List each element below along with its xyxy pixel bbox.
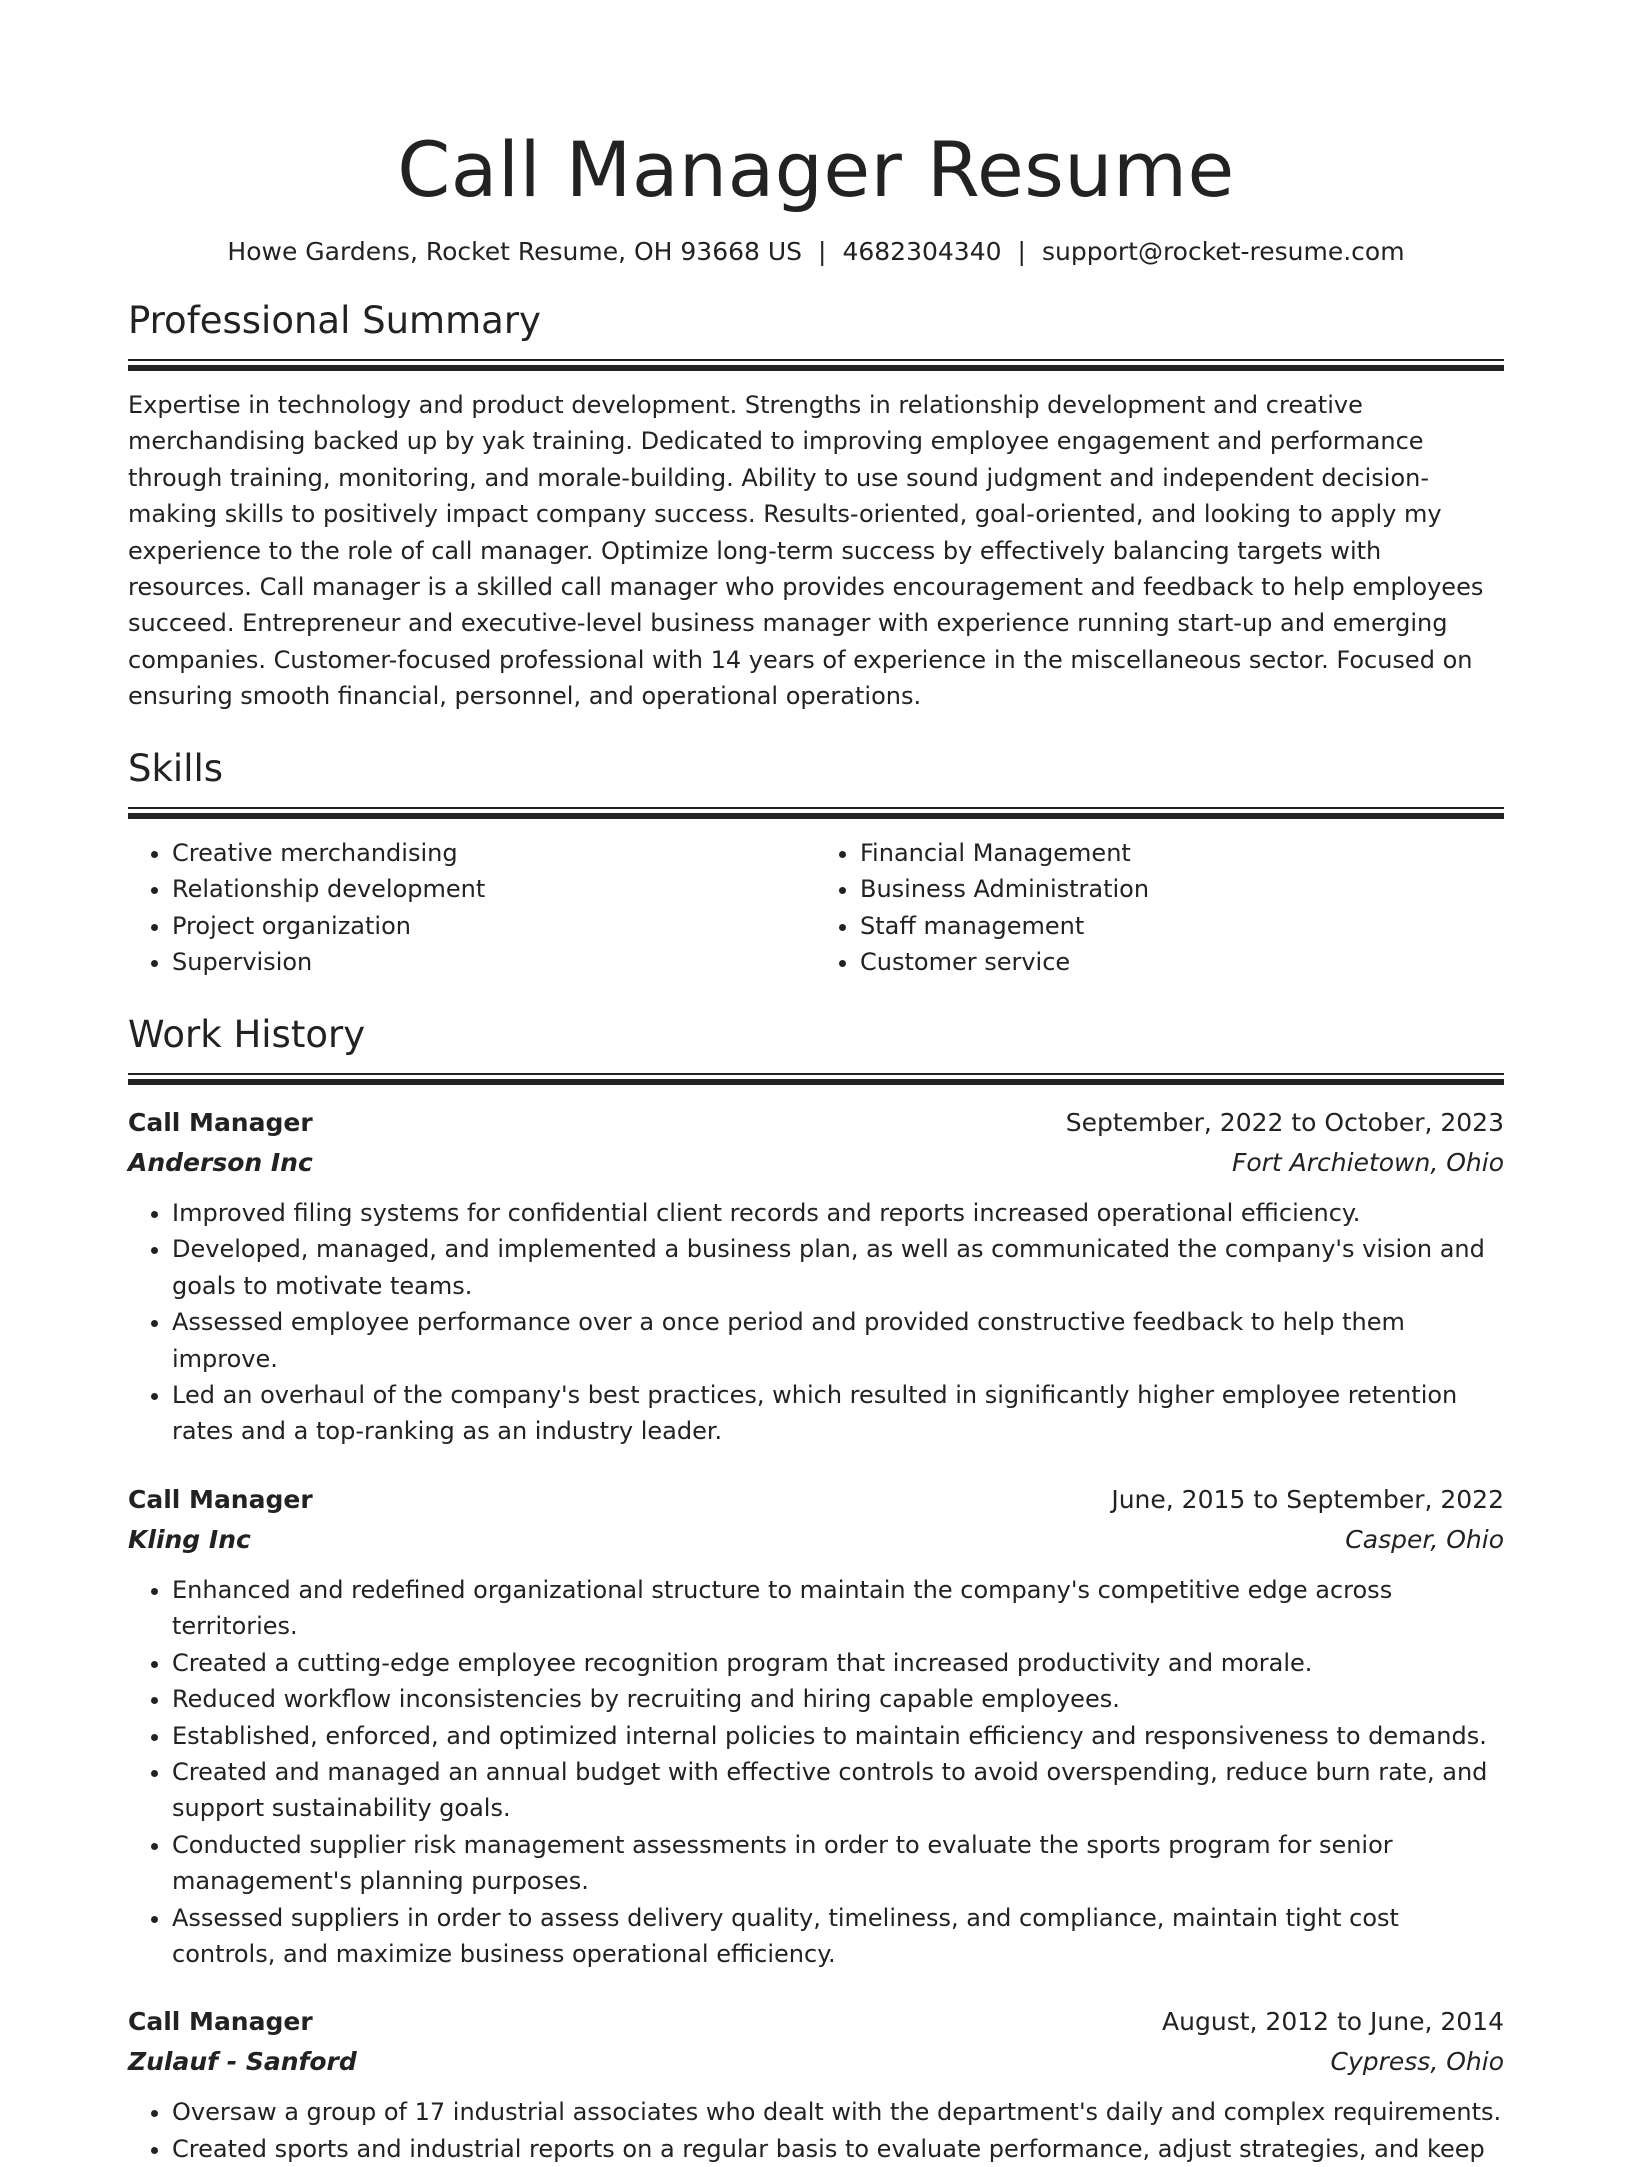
job-dates: June, 2015 to September, 2022 — [1111, 1484, 1504, 1514]
contact-email: support@rocket-resume.com — [1041, 237, 1405, 266]
skills-section — [128, 745, 1504, 981]
skill-item: • Financial Management — [860, 835, 1504, 872]
contact-line — [128, 234, 1504, 270]
job-bullet: • Assessed suppliers in order to assess delivery quality, timeliness, and compliance, maintain tight cost controls, and maximize business operational efficiency. — [172, 1900, 1504, 1973]
summary-section — [128, 297, 1504, 715]
section-title-skills: Skills — [128, 746, 224, 790]
job-subheader — [128, 2042, 1504, 2082]
job-header — [128, 1480, 1504, 1520]
job-bullet: • Developed, managed, and implemented a business plan, as well as communicated the company's vision and goals to motivate teams. — [172, 1231, 1504, 1304]
job-company: Anderson Inc — [128, 1148, 313, 1178]
section-divider — [128, 359, 1504, 371]
job-bullet: • Created a cutting-edge employee recognition program that increased productivity and morale. — [172, 1645, 1504, 1681]
contact-separator: | — [1017, 237, 1026, 266]
job-entry — [128, 1480, 1504, 1972]
job-bullets — [128, 1572, 1504, 1972]
summary-text: Expertise in technology and product development. Strengths in relationship development and creative merchandising backed up by yak training. Dedicated to improving employee engagement and performance through training, monitoring, and morale-building. Ability to use sound judgment and independent decision-making skills to positively impact company success. Results-oriented, goal-oriented, and looking to apply my experience to the role of call manager. Optimize long-term success by effectively balancing targets with resources. Call manager is a skilled call manager who provides encouragement and feedback to help employees succeed. Entrepreneur and executive-level business manager with experience running start-up and emerging companies. Customer-focused professional with 14 years of experience in the miscellaneous sector. Focused on ensuring smooth financial, personnel, and operational operations. — [128, 391, 1484, 711]
contact-phone: 4682304340 — [842, 237, 1002, 266]
job-title: Call Manager — [128, 2007, 313, 2037]
skills-list — [128, 835, 1504, 981]
job-header — [128, 1103, 1504, 1143]
skill-item: • Project organization — [172, 908, 816, 945]
job-bullet: • Created sports and industrial reports on a regular basis to evaluate performance, adjust strategies, and keep — [172, 2131, 1504, 2167]
job-company: Zulauf - Sanford — [128, 2047, 357, 2077]
job-title: Call Manager — [128, 1108, 313, 1138]
resume-page — [128, 0, 1504, 2167]
job-location: Casper, Ohio — [1345, 1524, 1504, 1554]
job-bullets — [128, 2094, 1504, 2167]
section-divider — [128, 807, 1504, 819]
skill-item: • Customer service — [860, 944, 1504, 981]
section-divider — [128, 1073, 1504, 1085]
job-location: Fort Archietown, Ohio — [1231, 1148, 1504, 1178]
skills-column-right — [816, 835, 1504, 981]
skill-item: • Staff management — [860, 908, 1504, 945]
job-bullet: • Enhanced and redefined organizational structure to maintain the company's competitive edge across territories. — [172, 1572, 1504, 1645]
job-company: Kling Inc — [128, 1524, 251, 1554]
skill-item: • Business Administration — [860, 871, 1504, 908]
skill-item: • Creative merchandising — [172, 835, 816, 872]
job-dates: September, 2022 to October, 2023 — [1065, 1108, 1504, 1138]
job-bullets — [128, 1195, 1504, 1450]
section-title-work-history: Work History — [128, 1013, 366, 1057]
job-bullet: • Conducted supplier risk management assessments in order to evaluate the sports program for senior management's planning purposes. — [172, 1827, 1504, 1900]
work-history-section — [128, 1011, 1504, 2167]
contact-separator: | — [818, 237, 827, 266]
job-bullet: • Established, enforced, and optimized internal policies to maintain efficiency and responsiveness to demands. — [172, 1718, 1504, 1754]
job-subheader — [128, 1143, 1504, 1183]
job-bullet: • Assessed employee performance over a once period and provided constructive feedback to help them improve. — [172, 1304, 1504, 1377]
skill-item: • Supervision — [172, 944, 816, 981]
resume-title: Call Manager Resume — [397, 125, 1235, 214]
job-header — [128, 2002, 1504, 2042]
job-entry — [128, 2002, 1504, 2167]
job-bullet: • Improved filing systems for confidential client records and reports increased operational efficiency. — [172, 1195, 1504, 1231]
job-location: Cypress, Ohio — [1330, 2047, 1504, 2077]
job-bullet: • Oversaw a group of 17 industrial associates who dealt with the department's daily and complex requirements. — [172, 2094, 1504, 2130]
job-bullet: • Reduced workflow inconsistencies by recruiting and hiring capable employees. — [172, 1681, 1504, 1717]
job-dates: August, 2012 to June, 2014 — [1162, 2007, 1504, 2037]
job-subheader — [128, 1520, 1504, 1560]
skill-item: • Relationship development — [172, 871, 816, 908]
job-bullet: • Created and managed an annual budget with effective controls to avoid overspending, reduce burn rate, and support sustainability goals. — [172, 1754, 1504, 1827]
skills-column-left — [128, 835, 816, 981]
job-entry — [128, 1103, 1504, 1450]
section-title-summary: Professional Summary — [128, 299, 541, 342]
contact-address: Howe Gardens, Rocket Resume, OH 93668 US — [227, 237, 803, 266]
job-bullet: • Led an overhaul of the company's best practices, which resulted in significantly higher employee retention rates and a top-ranking as an industry leader. — [172, 1377, 1504, 1450]
job-title: Call Manager — [128, 1484, 313, 1514]
